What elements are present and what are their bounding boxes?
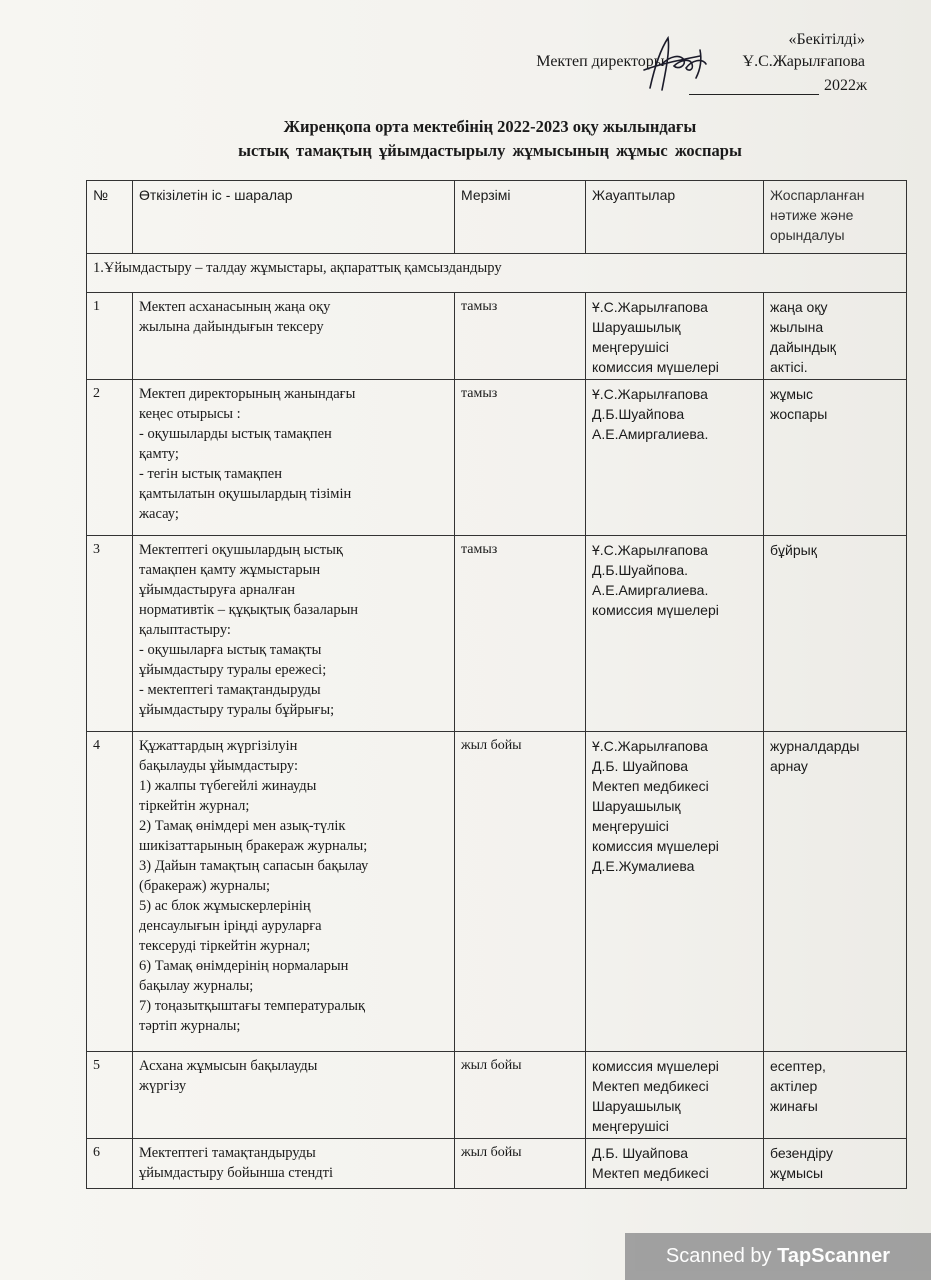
row-result-line: жылына: [770, 319, 824, 335]
director-signature: [640, 30, 720, 100]
row-result-line: есептер,: [770, 1058, 826, 1074]
row-activity-line: тіркейтін журнал;: [139, 798, 250, 814]
row-activity-line: ұйымдастыру туралы ережесі;: [139, 662, 327, 678]
row-responsible-line: комиссия мүшелері: [592, 838, 719, 854]
approval-name: Ұ.С.Жарылғапова: [742, 53, 865, 70]
row-responsible-line: А.Е.Амиргалиева.: [592, 426, 709, 442]
row-responsible-line: Д.Б.Шуайпова: [592, 406, 685, 422]
document-title-line2: ыстық тамақтың ұйымдастырылу жұмысының жұмыс жоспары: [238, 141, 742, 160]
row-responsible: [586, 380, 764, 536]
row-responsible-line: А.Е.Амиргалиева.: [592, 582, 709, 598]
header-responsible: Жауаптылар: [586, 181, 764, 254]
row-responsible-line: Шаруашылық: [592, 798, 681, 814]
row-responsible-line: меңгерушісі: [592, 818, 669, 834]
row-responsible-line: Ұ.С.Жарылғапова: [592, 542, 708, 558]
row-activity-line: кеңес отырысы :: [139, 406, 241, 422]
row-activity-line: қамтылатын оқушылардың тізімін: [139, 486, 352, 502]
watermark-brand: TapScanner: [777, 1245, 891, 1267]
table-row: [87, 732, 907, 1052]
row-number: 4: [87, 732, 133, 1052]
row-activity-line: қамту;: [139, 446, 179, 462]
row-activity-line: жылына дайындығын тексеру: [139, 319, 324, 335]
row-number: 2: [87, 380, 133, 536]
row-activity-line: нормативтік – құқықтық базаларын: [139, 602, 359, 618]
row-result: [764, 536, 907, 732]
row-activity-line: Мектеп директорының жанындағы: [139, 386, 356, 402]
row-number: 1: [87, 293, 133, 380]
row-responsible-line: Мектеп медбикесі: [592, 778, 709, 794]
row-responsible-line: Шаруашылық: [592, 319, 681, 335]
row-responsible-line: комиссия мүшелері: [592, 602, 719, 618]
table-row: [87, 293, 907, 380]
table-body: [87, 293, 907, 1189]
section-row: [87, 254, 907, 293]
table-row: [87, 380, 907, 536]
row-activity-line: бақылауды ұйымдастыру:: [139, 758, 299, 774]
row-responsible-line: Мектеп медбикесі: [592, 1165, 709, 1181]
row-activity-line: 2) Тамақ өнімдері мен азық-түлік: [139, 818, 346, 834]
row-result: [764, 1139, 907, 1189]
row-deadline: жыл бойы: [455, 732, 586, 1052]
header-result: Жоспарланған нәтиже және орындалуы: [764, 181, 907, 254]
row-deadline: тамыз: [455, 380, 586, 536]
row-activity-line: 5) ас блок жұмыскерлерінің: [139, 898, 311, 914]
row-responsible-line: Шаруашылық: [592, 1098, 681, 1114]
row-activity-line: тамақпен қамту жұмыстарын: [139, 562, 321, 578]
row-activity-line: ұйымдастыру бойынша стендті: [139, 1165, 334, 1181]
row-result-line: безендіру: [770, 1145, 834, 1161]
row-activity-line: - оқушыларға ыстық тамақты: [139, 642, 322, 658]
row-number: 6: [87, 1139, 133, 1189]
row-activity: [133, 1139, 455, 1189]
table-row: [87, 1139, 907, 1189]
row-responsible-line: Д.Е.Жумалиева: [592, 858, 695, 874]
row-responsible-line: меңгерушісі: [592, 339, 669, 355]
row-result-line: журналдарды: [770, 738, 860, 754]
row-result-line: жоспары: [770, 406, 828, 422]
row-deadline: жыл бойы: [455, 1052, 586, 1139]
row-result: [764, 1052, 907, 1139]
row-deadline: тамыз: [455, 293, 586, 380]
approval-role: Мектеп директоры: [536, 53, 665, 70]
row-responsible-line: Д.Б. Шуайпова: [592, 1145, 689, 1161]
table-header-row: [87, 181, 907, 254]
header-deadline: Мерзімі: [455, 181, 586, 254]
row-number: 3: [87, 536, 133, 732]
row-activity-line: - оқушыларды ыстық тамақпен: [139, 426, 332, 442]
row-result-line: жұмысы: [770, 1165, 824, 1181]
row-activity: [133, 536, 455, 732]
row-result-line: бұйрық: [770, 542, 817, 558]
row-result-line: актілер: [770, 1078, 818, 1094]
header-num: №: [87, 181, 133, 254]
approval-year: 2022ж: [823, 77, 867, 94]
row-result: [764, 293, 907, 380]
row-result-line: жинағы: [770, 1098, 818, 1114]
row-activity-line: Мектептегі тамақтандыруды: [139, 1145, 316, 1161]
row-activity-line: 7) тоңазытқыштағы температуралық: [139, 998, 366, 1014]
row-activity-line: (бракераж) журналы;: [139, 878, 271, 894]
row-activity-line: денсаулығын іріңді ауруларға: [139, 918, 322, 934]
row-activity-line: 1) жалпы түбегейлі жинауды: [139, 778, 317, 794]
watermark-prefix: Scanned by: [665, 1245, 778, 1267]
row-activity-line: жүргізу: [139, 1078, 187, 1094]
section-title: 1.Ұйымдастыру – талдау жұмыстары, ақпараттық қамсыздандыру: [87, 254, 907, 293]
row-activity-line: қалыптастыру:: [139, 622, 231, 638]
row-responsible-line: Д.Б.Шуайпова.: [592, 562, 689, 578]
table-row: [87, 536, 907, 732]
row-result-line: арнау: [770, 758, 808, 774]
row-result-line: жаңа оқу: [770, 299, 828, 315]
table-row: [87, 1052, 907, 1139]
document-title-line1: Жиренқопа орта мектебінің 2022-2023 оқу жылындағы: [283, 117, 697, 136]
row-activity-line: 3) Дайын тамақтың сапасын бақылау: [139, 858, 369, 874]
row-activity: [133, 1052, 455, 1139]
row-activity-line: бақылау журналы;: [139, 978, 254, 994]
approval-title: «Бекітілді»: [788, 31, 865, 48]
row-activity-line: тексеруді тіркейтін журнал;: [139, 938, 311, 954]
row-activity-line: шикізаттарының бракераж журналы;: [139, 838, 368, 854]
row-number: 5: [87, 1052, 133, 1139]
row-result-line: дайындық: [770, 339, 836, 355]
row-responsible-line: комиссия мүшелері: [592, 1058, 719, 1074]
row-responsible-line: комиссия мүшелері: [592, 359, 719, 375]
row-deadline: жыл бойы: [455, 1139, 586, 1189]
row-result: [764, 380, 907, 536]
row-responsible: [586, 1139, 764, 1189]
row-responsible-line: Мектеп медбикесі: [592, 1078, 709, 1094]
row-activity-line: ұйымдастыру туралы бұйрығы;: [139, 702, 335, 718]
row-activity-line: - мектептегі тамақтандыруды: [139, 682, 321, 698]
row-activity-line: Құжаттардың жүргізілуін: [139, 738, 298, 754]
row-result: [764, 732, 907, 1052]
row-responsible: [586, 536, 764, 732]
row-responsible-line: Д.Б. Шуайпова: [592, 758, 689, 774]
row-activity-line: Асхана жұмысын бақылауды: [139, 1058, 318, 1074]
row-responsible: [586, 293, 764, 380]
row-activity-line: Мектептегі оқушылардың ыстық: [139, 542, 343, 558]
header-activity: Өткізілетін іс - шаралар: [133, 181, 455, 254]
row-activity-line: ұйымдастыруға арналған: [139, 582, 295, 598]
row-responsible-line: Ұ.С.Жарылғапова: [592, 299, 708, 315]
row-result-line: актісі.: [770, 359, 808, 375]
row-responsible-line: меңгерушісі: [592, 1118, 669, 1134]
row-result-line: жұмыс: [770, 386, 814, 402]
row-activity-line: жасау;: [139, 506, 179, 522]
row-deadline: тамыз: [455, 536, 586, 732]
row-responsible: [586, 1052, 764, 1139]
plan-table: [86, 180, 907, 1189]
row-responsible-line: Ұ.С.Жарылғапова: [592, 386, 708, 402]
row-activity-line: тәртіп журналы;: [139, 1018, 241, 1034]
row-activity-line: Мектеп асханасының жаңа оқу: [139, 299, 331, 315]
row-responsible: [586, 732, 764, 1052]
row-activity: [133, 732, 455, 1052]
row-activity: [133, 293, 455, 380]
row-responsible-line: Ұ.С.Жарылғапова: [592, 738, 708, 754]
row-activity-line: 6) Тамақ өнімдерінің нормаларын: [139, 958, 349, 974]
scanner-watermark: [625, 1233, 931, 1280]
row-activity-line: - тегін ыстық тамақпен: [139, 466, 282, 482]
row-activity: [133, 380, 455, 536]
